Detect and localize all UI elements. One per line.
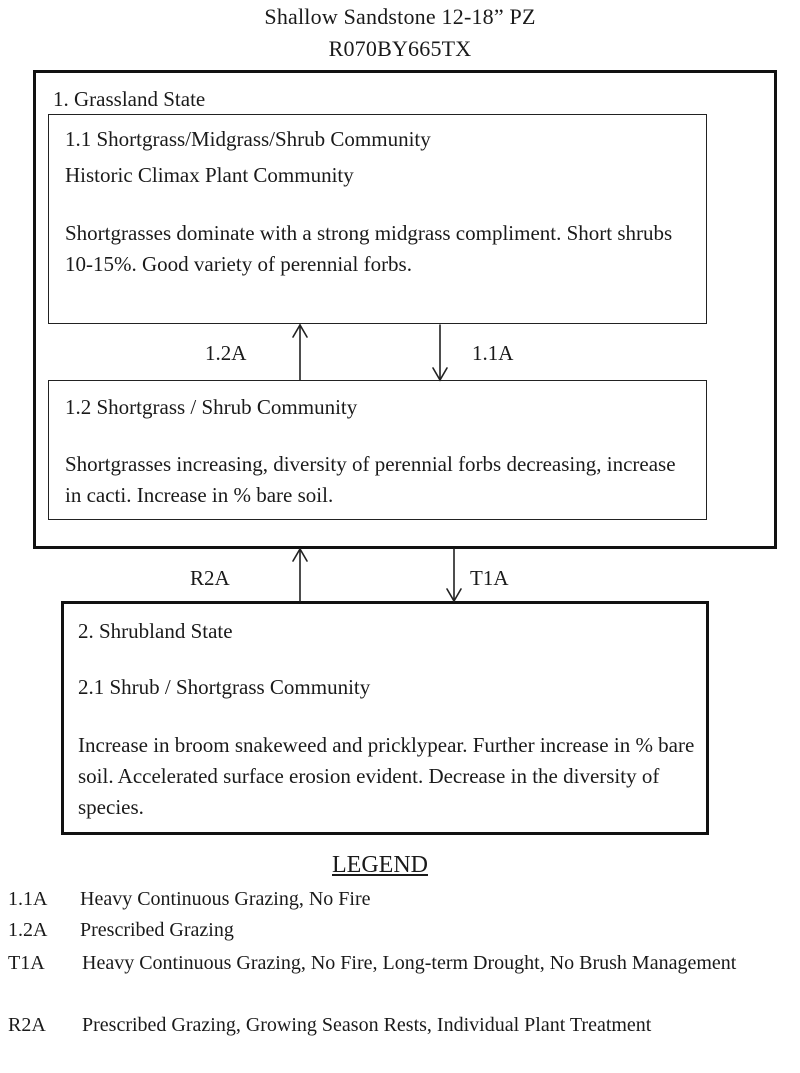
legend-code: 1.2A <box>8 919 48 941</box>
transition-label-1-2a: 1.2A <box>205 341 247 365</box>
community-1-2-title: 1.2 Shortgrass / Shrub Community <box>65 395 358 419</box>
legend-item <box>8 948 798 979</box>
legend-text: Prescribed Grazing <box>80 919 234 941</box>
arrow-r2a-up <box>293 549 307 601</box>
community-1-2-description: Shortgrasses increasing, diversity of perennial forbs decreasing, increase in cacti. Increase in % bare soil. <box>65 452 676 507</box>
community-2-1-title: 2.1 Shrub / Shortgrass Community <box>78 675 371 699</box>
community-1-1-subtitle: Historic Climax Plant Community <box>65 163 354 187</box>
legend-code: T1A <box>8 952 45 974</box>
arrow-t1a-down <box>447 549 461 601</box>
shrubland-state-title: 2. Shrubland State <box>78 619 233 643</box>
legend-item <box>8 915 798 946</box>
legend-item <box>8 884 798 915</box>
community-1-1-title: 1.1 Shortgrass/Midgrass/Shrub Community <box>65 127 431 151</box>
community-2-1-description: Increase in broom snakeweed and pricklypear. Further increase in % bare soil. Accelerated surface erosion evident. Decrease in the diversity of species. <box>78 733 695 819</box>
transition-label-t1a: T1A <box>470 566 509 590</box>
legend-code: 1.1A <box>8 888 48 910</box>
site-id: R070BY665TX <box>328 36 472 61</box>
transition-label-r2a: R2A <box>190 566 230 590</box>
legend-code: R2A <box>8 1014 46 1036</box>
arrow-1-1a-down <box>433 325 447 380</box>
grassland-state-title: 1. Grassland State <box>53 87 206 111</box>
diagram-title: Shallow Sandstone 12-18” PZ <box>264 4 536 29</box>
legend-text: Prescribed Grazing, Growing Season Rests, Individual Plant Treatment <box>82 1014 652 1036</box>
legend-text: Heavy Continuous Grazing, No Fire <box>80 888 371 910</box>
transition-label-1-1a: 1.1A <box>472 341 514 365</box>
community-1-1-description: Shortgrasses dominate with a strong midgrass compliment. Short shrubs 10-15%. Good variety of perennial forbs. <box>65 221 673 276</box>
legend-text: Heavy Continuous Grazing, No Fire, Long-term Drought, No Brush Management <box>82 952 737 974</box>
legend-title: LEGEND <box>332 852 428 878</box>
legend-item <box>8 1010 798 1041</box>
arrow-1-2a-up <box>293 325 307 380</box>
